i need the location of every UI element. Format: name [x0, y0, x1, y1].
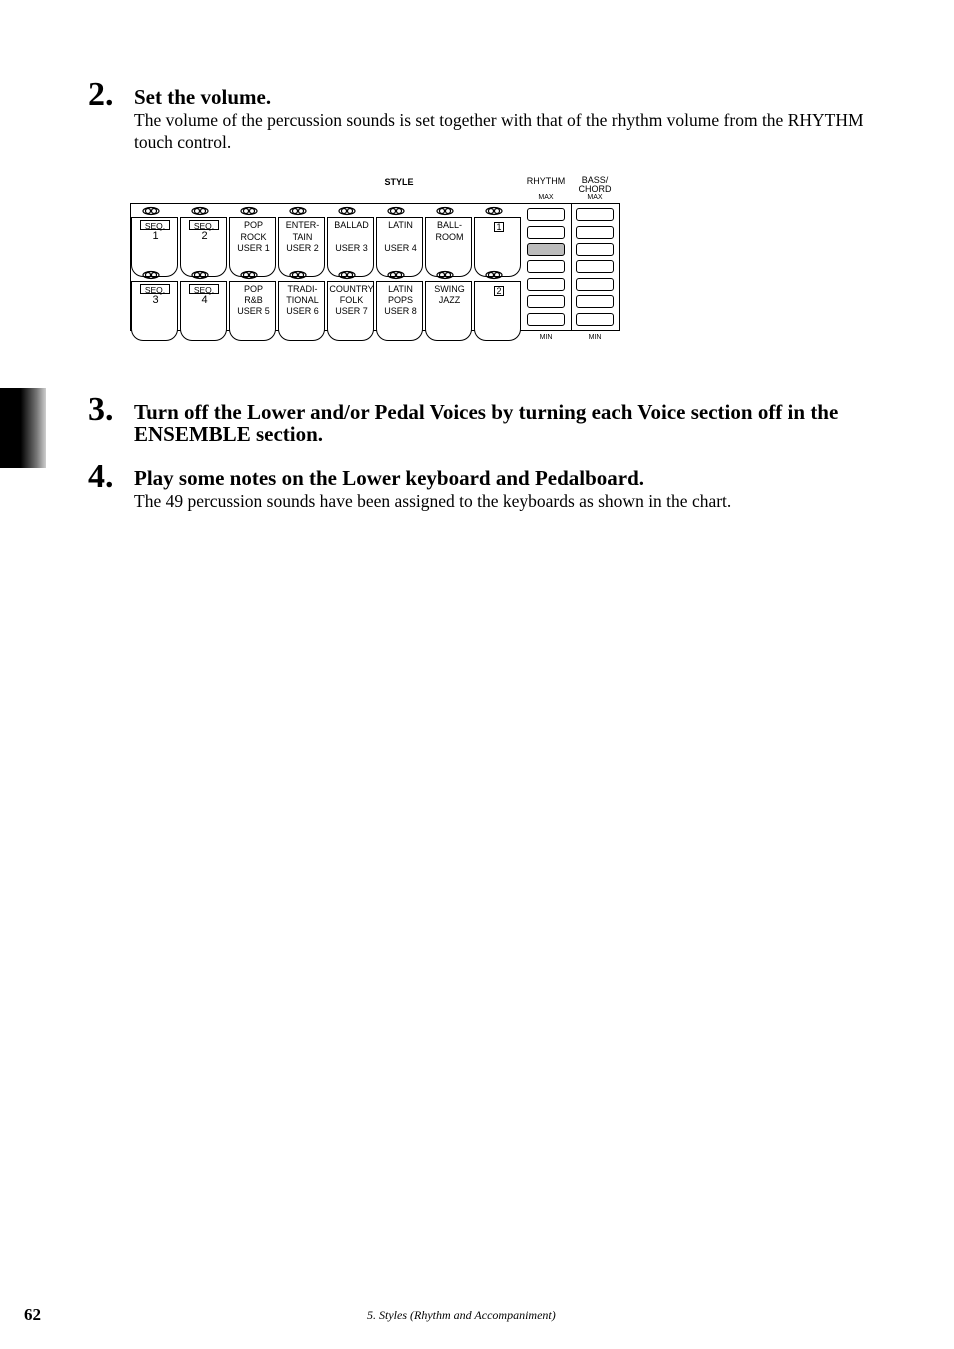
rhythm-fader-step[interactable]	[527, 260, 565, 273]
step-body: The volume of the percussion sounds is set together with that of the rhythm volume from the RHYTHM touch control.	[134, 110, 864, 152]
step-heading: Turn off the Lower and/or Pedal Voices by turning each Voice section off in the ENSEMBLE section.	[134, 400, 839, 446]
rhythm-fader-step-active[interactable]	[527, 243, 565, 256]
rhythm-min-label: MIN	[539, 334, 553, 341]
seq-4-box: SEQ.	[189, 284, 219, 294]
seq-4-button[interactable]	[180, 281, 227, 341]
traditional-button[interactable]	[278, 281, 325, 341]
bass-chord-fader-step[interactable]	[576, 260, 614, 273]
seq-1-button[interactable]	[131, 217, 178, 277]
lamp-icon	[143, 272, 159, 279]
lamp-icon	[339, 208, 355, 215]
lamp-icon	[339, 272, 355, 279]
pop-rock-button[interactable]	[229, 217, 276, 277]
step-number: 4.	[88, 458, 114, 495]
button-label: FOLK	[339, 295, 364, 305]
step-number: 3.	[88, 391, 114, 428]
bass-chord-fader-step[interactable]	[576, 295, 614, 308]
button-label: POP	[243, 220, 263, 230]
rhythm-max-label: MAX	[538, 194, 554, 201]
step-heading: Play some notes on the Lower keyboard and Pedalboard.	[134, 466, 645, 490]
button-label: USER 4	[384, 243, 417, 253]
button-label: USER 7	[335, 306, 368, 316]
seq-2-number: 2	[201, 230, 208, 242]
button-label: USER 1	[237, 243, 270, 253]
lamp-icon	[486, 208, 502, 215]
lamp-icon	[192, 272, 208, 279]
bass-chord-fader-step[interactable]	[576, 313, 614, 326]
button-label: USER 8	[384, 306, 417, 316]
ballroom-button[interactable]	[425, 217, 472, 277]
rhythm-fader-step[interactable]	[527, 278, 565, 291]
entertain-button[interactable]	[278, 217, 325, 277]
bass-chord-max-label: MAX	[587, 194, 603, 201]
button-label: TIONAL	[286, 295, 319, 305]
button-label: USER 6	[286, 306, 319, 316]
lamp-icon	[388, 208, 404, 215]
button-label: SWING	[434, 284, 465, 294]
seq-3-number: 3	[152, 294, 159, 306]
button-label: ROOM	[435, 232, 464, 242]
swing-jazz-button[interactable]	[425, 281, 472, 341]
button-label: USER 2	[286, 243, 319, 253]
step-heading: Set the volume.	[134, 85, 272, 109]
button-label: JAZZ	[438, 295, 461, 305]
button-label: BALL-	[436, 220, 462, 230]
rhythm-fader-step[interactable]	[527, 295, 565, 308]
button-label: TRADI-	[287, 284, 318, 294]
seq-2-button[interactable]	[180, 217, 227, 277]
style-memory-1-button[interactable]	[474, 217, 521, 277]
lamp-icon	[290, 272, 306, 279]
style-panel-illustration	[126, 170, 626, 350]
pop-rnb-button[interactable]	[229, 281, 276, 341]
country-folk-button[interactable]	[327, 281, 374, 341]
bass-chord-label-line1: BASS/	[581, 175, 609, 185]
button-label: TAIN	[292, 232, 313, 242]
button-label: POP	[243, 284, 263, 294]
bass-chord-label-line2: CHORD	[578, 184, 612, 194]
button-label: R&B	[244, 295, 263, 305]
button-label: LATIN	[388, 284, 413, 294]
page-number: 62	[24, 1305, 41, 1324]
memory-number-box: 1	[494, 222, 504, 232]
fader-divider	[571, 203, 572, 331]
bass-chord-min-label: MIN	[588, 334, 602, 341]
lamp-icon	[143, 208, 159, 215]
rhythm-fader-step[interactable]	[527, 208, 565, 221]
rhythm-fader-step[interactable]	[527, 313, 565, 326]
button-label: USER 5	[237, 306, 270, 316]
seq-3-button[interactable]	[131, 281, 178, 341]
button-label: LATIN	[388, 220, 413, 230]
seq-1-number: 1	[152, 230, 159, 242]
bass-chord-fader-step[interactable]	[576, 278, 614, 291]
lamp-icon	[192, 208, 208, 215]
button-label: ENTER-	[285, 220, 320, 230]
lamp-icon	[290, 208, 306, 215]
rhythm-fader-step[interactable]	[527, 226, 565, 239]
button-label: ROCK	[240, 232, 267, 242]
button-label: COUNTRY	[329, 284, 374, 294]
style-label: STYLE	[384, 177, 414, 187]
lamp-icon	[388, 272, 404, 279]
latin-button[interactable]	[376, 217, 423, 277]
bass-chord-fader-step[interactable]	[576, 226, 614, 239]
bass-chord-fader-step[interactable]	[576, 243, 614, 256]
step-number: 2.	[88, 76, 114, 113]
style-memory-2-button[interactable]	[474, 281, 521, 341]
bass-chord-label	[572, 176, 618, 194]
seq-1-box: SEQ.	[140, 220, 170, 230]
ballad-button[interactable]	[327, 217, 374, 277]
lamp-icon	[241, 272, 257, 279]
seq-2-box: SEQ.	[189, 220, 219, 230]
button-label: BALLAD	[334, 220, 369, 230]
rhythm-label: RHYTHM	[526, 176, 566, 186]
lamp-icon	[437, 208, 453, 215]
latin-pops-button[interactable]	[376, 281, 423, 341]
lamp-icon	[486, 272, 502, 279]
memory-number-box: 2	[494, 286, 504, 296]
button-label: USER 3	[335, 243, 368, 253]
bass-chord-fader-step[interactable]	[576, 208, 614, 221]
button-label: POPS	[387, 295, 413, 305]
seq-3-box: SEQ.	[140, 284, 170, 294]
lamp-icon	[437, 272, 453, 279]
lamp-icon	[241, 208, 257, 215]
chapter-title: 5. Styles (Rhythm and Accompaniment)	[367, 1308, 556, 1322]
chapter-tab-marker	[0, 388, 46, 468]
seq-4-number: 4	[201, 294, 208, 306]
step-body: The 49 percussion sounds have been assigned to the keyboards as shown in the chart.	[134, 491, 732, 511]
